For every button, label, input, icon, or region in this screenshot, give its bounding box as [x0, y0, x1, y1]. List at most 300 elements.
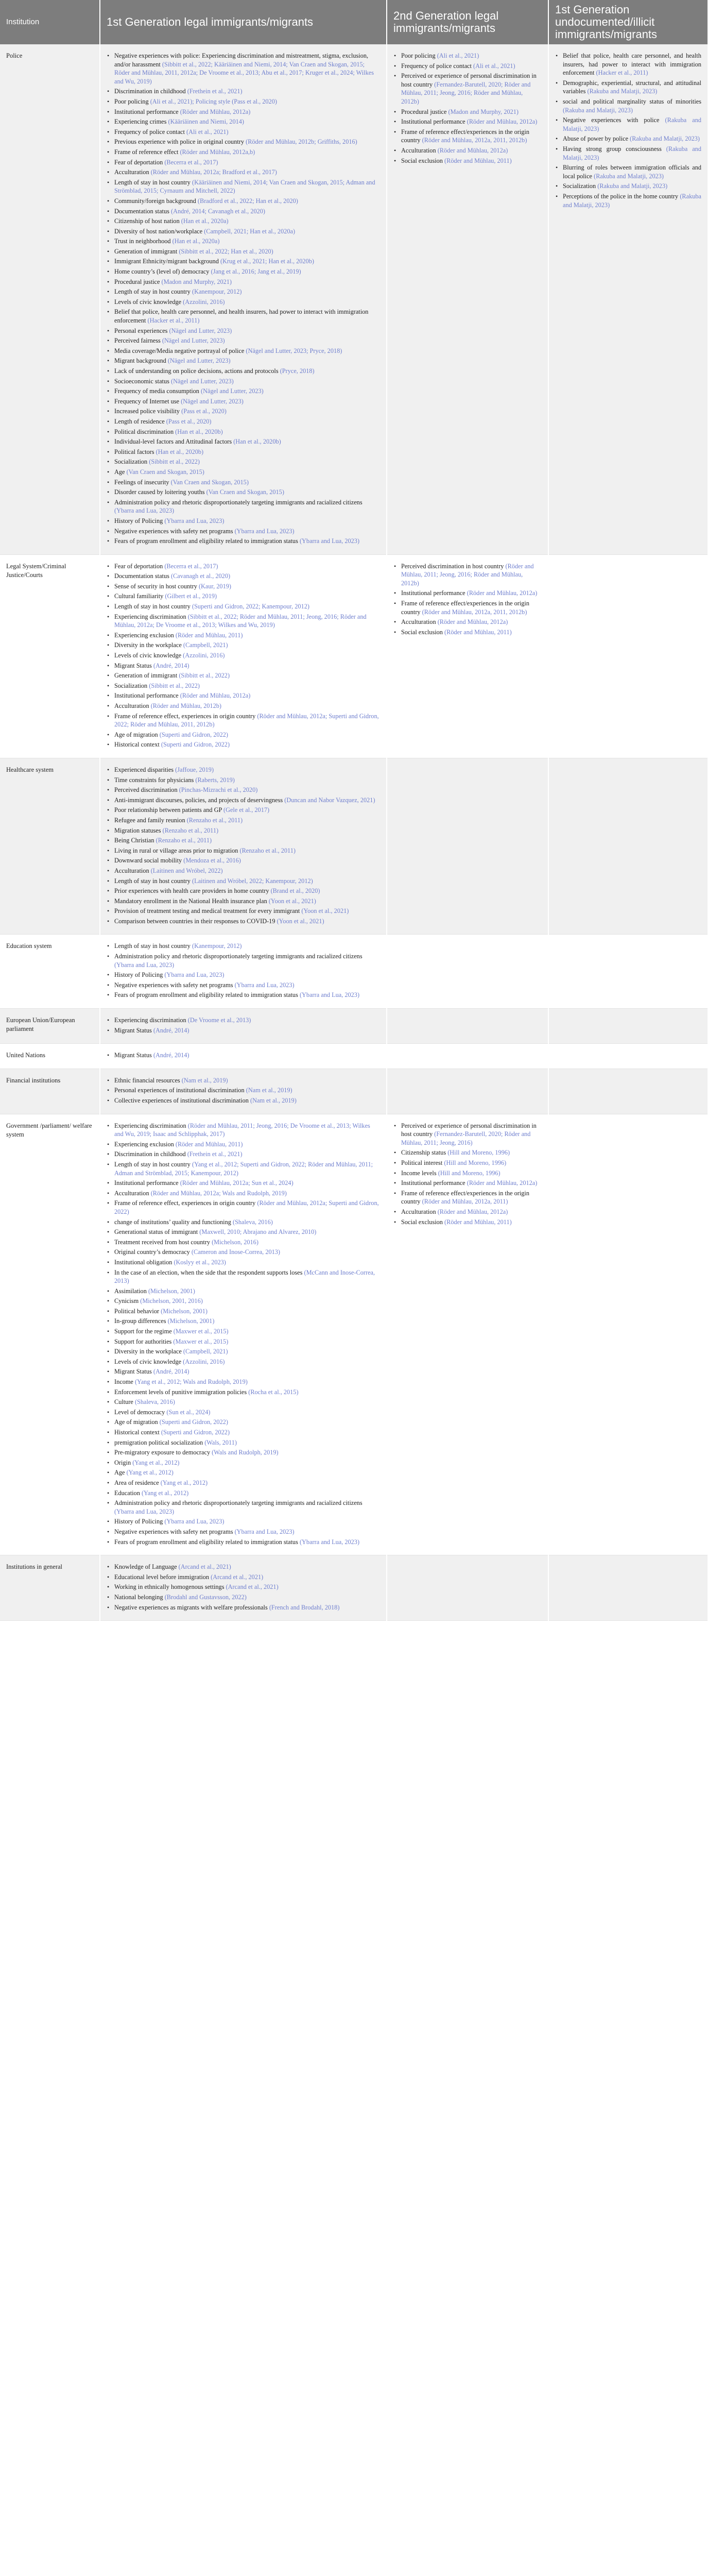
citation-link[interactable]: (Van Craen and Skogan, 2015) — [206, 488, 284, 496]
citation-link[interactable]: (Röder and Mühlau, 2012a) — [467, 1179, 538, 1187]
factor-text: Time constraints for physicians — [114, 776, 196, 784]
factor-item — [555, 116, 701, 133]
factor-item — [107, 1150, 380, 1159]
citation-link[interactable]: (Röder and Mühlau, 2011) — [175, 631, 243, 639]
citation-link[interactable]: (Azzolini, 2016) — [183, 1358, 225, 1365]
citation-link[interactable]: (Fernandez-Barutell, 2020; Röder and Mühlau, 2011; Jeong, 2016) — [401, 1130, 531, 1146]
citation-link[interactable]: (André, 2014) — [153, 662, 189, 669]
bullet-icon: • — [394, 128, 396, 135]
factor-text: Frame of reference effect/experiences in the origin country — [401, 1189, 529, 1206]
citation-link[interactable]: (Rakuba and Malatji, 2023) — [597, 182, 668, 190]
factor-text: Negative experiences with police — [563, 116, 665, 124]
citation-link[interactable]: (Yang et al., 2012) — [160, 1479, 208, 1486]
first-gen-undoc-cell — [548, 1009, 708, 1044]
citation-link[interactable]: (Kanempour, 2012) — [192, 942, 242, 950]
bullet-icon: • — [107, 603, 110, 611]
citation-link[interactable]: (André, 2014) — [153, 1052, 189, 1059]
bullet-icon: • — [107, 258, 110, 265]
citation-link[interactable]: (Ybarra and Lua, 2023) — [234, 527, 295, 535]
citation-link[interactable]: (Azzolini, 2016) — [183, 652, 225, 659]
citation-link[interactable]: (Ybarra and Lua, 2023) — [164, 971, 225, 979]
citation-link[interactable]: (Röder and Mühlau, 2012a) — [467, 589, 538, 597]
citation-link[interactable]: (Yang et al., 2012) — [126, 1469, 174, 1477]
first-gen-undoc-cell — [548, 935, 708, 1009]
factor-text: Assimilation — [114, 1287, 148, 1295]
factor-text: Perceptions of the police in the home country — [563, 192, 680, 200]
bullet-icon: • — [394, 600, 396, 607]
factor-text: Political discrimination — [114, 428, 176, 435]
factor-text: Cynicism — [114, 1297, 141, 1305]
factor-text: Migrant Status — [114, 662, 153, 669]
factor-text: Discrimination in childhood — [114, 88, 187, 95]
citation-link[interactable]: (Yang et al., 2012; Superti and Gidron, 2022; Röder and Mühlau, 2011; Adman and Strömblad, 2015; Kanempour, 2012) — [114, 1160, 373, 1177]
factor-item — [393, 52, 542, 60]
bullet-icon: • — [107, 1518, 110, 1526]
citation-link[interactable]: (French and Brodahl, 2018) — [269, 1603, 340, 1611]
citation-link[interactable]: (Röder and Mühlau, 2012a; Wals and Rudolph, 2019) — [150, 1189, 287, 1197]
citation-link[interactable]: (Han et al., 2020b) — [233, 438, 281, 446]
citation-link[interactable]: (Nam et al., 2019) — [246, 1087, 292, 1094]
factor-item — [555, 182, 701, 191]
citation-link[interactable]: (Ybarra and Lua, 2023) — [234, 1528, 295, 1535]
factor-list — [107, 52, 380, 546]
factor-item — [107, 1327, 380, 1336]
factor-text: Acculturation — [114, 867, 151, 874]
citation-link[interactable]: (Michelson, 2016) — [212, 1238, 258, 1246]
citation-link[interactable]: (Ali et al., 2021) — [437, 52, 479, 59]
factor-text: Educational level before immigration — [114, 1573, 211, 1581]
citation-link[interactable]: (Röder and Mühlau, 2011) — [444, 628, 512, 636]
citation-link[interactable]: (Han et al., 2020a) — [172, 238, 220, 245]
citation-link[interactable]: (Cavanagh et al., 2020) — [170, 572, 231, 580]
citation-link[interactable]: (Gilbert et al., 2019) — [165, 592, 217, 600]
citation-link[interactable]: (Jang et al., 2016; Jang et al., 2019) — [211, 268, 301, 276]
factor-text: Support for the regime — [114, 1328, 174, 1335]
factor-item — [107, 1248, 380, 1257]
bullet-icon: • — [107, 766, 110, 773]
bullet-icon: • — [394, 118, 396, 126]
citation-link[interactable]: (De Vroome et al., 2013) — [187, 1016, 251, 1024]
citation-link[interactable]: (Pass et al., 2020) — [181, 408, 227, 415]
citation-link[interactable]: (Röder and Mühlau, 2011) — [175, 1140, 243, 1148]
citation-link[interactable]: (Shaleva, 2016) — [134, 1398, 175, 1406]
citation-link[interactable]: (Renzaho et al., 2011) — [239, 846, 296, 854]
factor-item — [107, 168, 380, 177]
citation-link[interactable]: (Ybarra and Lua, 2023) — [114, 507, 175, 515]
bullet-icon: • — [107, 692, 110, 700]
citation-link[interactable]: (Arcand et al., 2021) — [178, 1563, 231, 1571]
citation-link[interactable]: (Rakuba and Malatji, 2023) — [563, 145, 701, 161]
bullet-icon: • — [107, 207, 110, 215]
citation-link[interactable]: (Madon and Murphy, 2021) — [161, 278, 232, 285]
bullet-icon: • — [107, 897, 110, 905]
bullet-icon: • — [107, 377, 110, 385]
factor-item — [107, 662, 380, 670]
factor-text: Social exclusion — [401, 628, 445, 636]
bullet-icon: • — [556, 192, 558, 200]
bullet-icon: • — [107, 1449, 110, 1456]
citation-link[interactable]: (McCann and Inose-Correa, 2013) — [114, 1268, 375, 1285]
factor-list — [107, 766, 380, 926]
citation-link[interactable]: (Ybarra and Lua, 2023) — [114, 961, 175, 969]
factor-item — [107, 247, 380, 256]
second-gen-legal-cell — [387, 1114, 548, 1555]
citation-link[interactable]: (Pass et al., 2020) — [166, 417, 212, 425]
bullet-icon: • — [394, 1189, 396, 1197]
citation-link[interactable]: (Röder and Mühlau, 2012a, 2011) — [422, 1198, 508, 1206]
bullet-icon: • — [107, 672, 110, 680]
citation-link[interactable]: (Superti and Gidron, 2022) — [159, 1418, 228, 1426]
bullet-icon: • — [107, 837, 110, 844]
citation-link[interactable]: (Becerra et al., 2017) — [164, 158, 218, 166]
citation-link[interactable]: (Michelson, 2001, 2016) — [140, 1297, 203, 1305]
citation-link[interactable]: (Ali et al., 2021); Policing style (Pass et al., 2020) — [150, 97, 277, 105]
citation-link[interactable]: (Kanempour, 2012) — [192, 288, 242, 296]
bullet-icon: • — [107, 1097, 110, 1104]
factor-text: Migration statuses — [114, 826, 163, 834]
citation-link[interactable]: (Nägel and Lutter, 2023) — [201, 387, 264, 395]
citation-link[interactable]: (Shaleva, 2016) — [232, 1218, 273, 1226]
bullet-icon: • — [107, 917, 110, 925]
citation-link[interactable]: (Röder and Mühlau, 2012a; Sun et al., 2024) — [180, 1179, 293, 1187]
citation-link[interactable]: (André, 2014) — [153, 1026, 189, 1034]
factor-text: Fear of deportation — [114, 562, 165, 570]
first-gen-undoc-cell — [548, 44, 708, 554]
citation-link[interactable]: (Superti and Gidron, 2022; Kanempour, 2012) — [192, 603, 309, 611]
factor-list — [107, 1051, 380, 1060]
citation-link[interactable]: (Bradford et al., 2022; Han et al., 2020) — [197, 197, 298, 205]
citation-link[interactable]: (Rocha et al., 2015) — [248, 1388, 299, 1396]
citation-link[interactable]: (Yoon et al., 2021) — [277, 917, 324, 925]
bullet-icon: • — [107, 806, 110, 814]
factor-text: Institutional performance — [114, 108, 180, 115]
factor-text: Length of stay in host country — [114, 1160, 192, 1168]
citation-link[interactable]: (Azzolini, 2016) — [183, 298, 225, 306]
citation-link[interactable]: (Brodahl and Gustavsson, 2022) — [164, 1593, 247, 1601]
factor-item — [107, 407, 380, 416]
citation-link[interactable]: (Röder and Mühlau, 2012a) — [437, 146, 508, 154]
factor-item — [107, 1358, 380, 1366]
citation-link[interactable]: (Brand et al., 2020) — [270, 887, 320, 895]
bullet-icon: • — [107, 408, 110, 415]
citation-link[interactable]: (Superti and Gidron, 2022) — [161, 741, 230, 749]
citation-link[interactable]: (Sun et al., 2024) — [166, 1408, 211, 1416]
factor-text: Acculturation — [114, 1189, 151, 1197]
citation-link[interactable]: (Campbell, 2021; Han et al., 2020a) — [204, 227, 296, 235]
factor-item — [107, 377, 380, 386]
factor-item — [107, 278, 380, 286]
citation-link[interactable]: (Arcand et al., 2021) — [226, 1583, 279, 1591]
bullet-icon: • — [107, 1297, 110, 1305]
citation-link[interactable]: (Rakuba and Malatji, 2023) — [563, 116, 701, 132]
factor-text: Length of stay in host country — [114, 288, 192, 296]
citation-link[interactable]: (Röder and Mühlau, 2012a) — [467, 118, 538, 126]
table-row — [0, 1044, 708, 1069]
citation-link[interactable]: (Gele et al., 2017) — [223, 806, 270, 814]
factor-text: Diversity in the workplace — [114, 641, 183, 649]
bullet-icon: • — [107, 1307, 110, 1315]
factor-item — [107, 217, 380, 226]
citation-link[interactable]: (Nam et al., 2019) — [181, 1076, 228, 1084]
citation-link[interactable]: (Wals and Rudolph, 2019) — [212, 1449, 279, 1456]
citation-link[interactable]: (Renzaho et al., 2011) — [156, 837, 212, 844]
citation-link[interactable]: (Michelson, 2001) — [167, 1317, 215, 1325]
bullet-icon: • — [107, 826, 110, 834]
citation-link[interactable]: (Ali et al., 2021) — [473, 62, 515, 70]
citation-link[interactable]: (Röder and Mühlau, 2011) — [444, 157, 512, 164]
bullet-icon: • — [107, 108, 110, 115]
citation-link[interactable]: (Mendoza et al., 2016) — [183, 857, 241, 865]
factor-text: Experiencing crimes — [114, 118, 168, 126]
citation-link[interactable]: (Nägel and Lutter, 2023) — [167, 357, 231, 365]
factor-item — [107, 298, 380, 307]
bullet-icon: • — [107, 1583, 110, 1591]
citation-link[interactable]: (Laitinen and Wróbel, 2022; Kanempour, 2012) — [192, 877, 313, 885]
factor-item — [393, 1189, 542, 1206]
factor-item — [393, 117, 542, 126]
factor-text: Frequency of media consumption — [114, 387, 201, 395]
citation-link[interactable]: (Wals, 2011) — [204, 1438, 237, 1446]
citation-link[interactable]: (Kääriäinen and Niemi, 2014; Van Craen and Skogan, 2015; Adman and Strömblad, 2015; Cyrnaum and Mitchell, 2022) — [114, 178, 375, 195]
factor-text: Mandatory enrollment in the National Health insurance plan — [114, 897, 269, 905]
citation-link[interactable]: (Becerra et al., 2017) — [164, 562, 218, 570]
factor-text: Citizenship status — [401, 1149, 448, 1157]
factor-item — [393, 628, 542, 637]
citation-link[interactable]: (Campbell, 2021) — [183, 1348, 228, 1355]
factor-item — [107, 572, 380, 581]
citation-link[interactable]: (Röder and Mühlau, 2012a; Bradford et al., 2017) — [150, 168, 277, 176]
citation-link[interactable]: (Han et al., 2020b) — [175, 428, 223, 435]
citation-link[interactable]: (Röder and Mühlau, 2012a; Superti and Gidron, 2022) — [114, 1199, 379, 1215]
citation-link[interactable]: (Rakuba and Malatji, 2023) — [630, 135, 700, 143]
citation-link[interactable]: (Koslyy et al., 2023) — [174, 1258, 226, 1266]
citation-link[interactable]: (André, 2014; Cavanagh et al., 2020) — [170, 207, 266, 215]
factor-item — [107, 942, 380, 951]
citation-link[interactable]: (Röder and Mühlau, 2012a) — [437, 1208, 508, 1215]
citation-link[interactable]: (Röder and Mühlau, 2012a) — [180, 108, 251, 115]
factor-item — [107, 1593, 380, 1602]
factor-item — [555, 163, 701, 180]
citation-link[interactable]: (Superti and Gidron, 2022) — [161, 1429, 230, 1436]
citation-link[interactable]: (Renzaho et al., 2011) — [162, 826, 219, 834]
citation-link[interactable]: (Superti and Gidron, 2022) — [159, 731, 228, 738]
factor-text: Poor relationship between patients and GP — [114, 806, 223, 814]
citation-link[interactable]: (Röder and Mühlau, 2012b; Griffiths, 2016) — [246, 138, 357, 146]
factor-item — [107, 1388, 380, 1397]
citation-link[interactable]: (Han et al., 2020a) — [181, 217, 229, 225]
citation-link[interactable]: (Röder and Mühlau, 2012a) — [180, 692, 251, 700]
citation-link[interactable]: (Sibbitt et al., 2022; Han et al., 2020) — [179, 247, 273, 255]
factor-text: Documentation status — [114, 207, 171, 215]
factor-text: Generation of immigrant — [114, 672, 179, 680]
citation-link[interactable]: (Jaffoue, 2019) — [175, 766, 214, 773]
factor-item — [555, 52, 701, 77]
factor-item — [107, 1258, 380, 1267]
bullet-icon: • — [107, 458, 110, 466]
factor-item — [393, 62, 542, 71]
citation-link[interactable]: (Röder and Mühlau, 2011) — [444, 1218, 512, 1226]
factor-item — [107, 367, 380, 376]
citation-link[interactable]: (Michelson, 2001) — [148, 1287, 195, 1295]
citation-link[interactable]: (Sibbitt et al., 2022) — [179, 672, 230, 680]
citation-link[interactable]: (Cameron and Inose-Correa, 2013) — [191, 1248, 281, 1256]
citation-link[interactable]: (Nägel and Lutter, 2023) — [170, 377, 234, 385]
citation-link[interactable]: (Yoon et al., 2021) — [268, 897, 316, 905]
citation-link[interactable]: (Krug et al., 2021; Han et al., 2020b) — [220, 258, 314, 265]
factor-item — [107, 488, 380, 497]
citation-link[interactable]: (Sibbitt et al., 2022) — [149, 458, 200, 466]
factor-item — [107, 437, 380, 446]
factor-text: Culture — [114, 1398, 135, 1406]
citation-link[interactable]: (André, 2014) — [153, 1368, 189, 1376]
bullet-icon: • — [107, 796, 110, 804]
factor-text: Abuse of power by police — [563, 135, 630, 143]
factor-text: Procedural justice — [114, 278, 162, 285]
factor-text: Socioeconomic status — [114, 377, 171, 385]
factor-item — [393, 72, 542, 106]
citation-link[interactable]: (Nägel and Lutter, 2023; Pryce, 2018) — [246, 347, 342, 354]
citation-link[interactable]: (Hacker et al., 2011) — [596, 69, 648, 77]
factor-text: Frequency of police contact — [401, 62, 473, 70]
bullet-icon: • — [556, 52, 558, 59]
factor-item — [107, 671, 380, 680]
citation-link[interactable]: (Sibbitt et al., 2022; Kääriäinen and Niemi, 2014; Van Craen and Skogan, 2015; Röder and Mühlau, 2011, 2012a; De Vroome et al., 2013; Abu et al., 2017; Kruger et al., 2024; Wilkes and Wu, 2019) — [114, 60, 374, 85]
bullet-icon: • — [107, 1287, 110, 1295]
citation-link[interactable]: (Röder and Mühlau, 2011; Jeong, 2016; De Vroome et al., 2013; Wilkes and Wu, 2019; Isaac and Schlipphak, 2017) — [114, 1122, 370, 1138]
citation-link[interactable]: (Rakuba and Malatji, 2023) — [563, 192, 701, 209]
factor-text: Demographic, experiential, structural, and attitudinal variables — [563, 79, 701, 95]
citation-link[interactable]: (Renzaho et al., 2011) — [186, 816, 243, 824]
citation-link[interactable]: (Ybarra and Lua, 2023) — [299, 991, 360, 999]
citation-link[interactable]: (Pryce, 2018) — [280, 367, 315, 375]
factor-list — [107, 1016, 380, 1035]
citation-link[interactable]: (Röder and Mühlau, 2011; Jeong, 2016; Röder and Mühlau, 2012b) — [401, 562, 534, 587]
citation-link[interactable]: (Yang et al., 2012; Wals and Rudolph, 2019) — [134, 1378, 248, 1386]
factor-item — [393, 1208, 542, 1216]
citation-link[interactable]: (Rakuba and Malatji, 2023) — [594, 172, 664, 180]
citation-link[interactable]: (Hill and Moreno, 1996) — [444, 1159, 507, 1166]
citation-link[interactable]: (Han et al., 2020b) — [156, 448, 204, 455]
citation-link[interactable]: (Röder and Mühlau, 2012a, 2011, 2012b) — [422, 137, 527, 144]
citation-link[interactable]: (Yang et al., 2012) — [132, 1459, 180, 1466]
citation-link[interactable]: (Sibbitt et al., 2022; Röder and Mühlau, 2011; Jeong, 2016; Röder and Mühlau, 2012a; De Vroome et al., 2013; Wilkes and Wu, 2019) — [114, 613, 367, 629]
factor-list — [107, 562, 380, 749]
citation-link[interactable]: (Rakuba and Malatji, 2023) — [587, 88, 658, 95]
citation-link[interactable]: (Ybarra and Lua, 2023) — [164, 517, 225, 524]
citation-link[interactable]: (Röder and Mühlau, 2012a; Superti and Gidron, 2022; Röder and Mühlau, 2011, 2012b) — [114, 712, 379, 728]
bullet-icon: • — [556, 135, 558, 143]
citation-link[interactable]: (Kääriäinen and Niemi, 2014) — [168, 118, 244, 126]
citation-link[interactable]: (Röder and Mühlau, 2012a) — [437, 618, 508, 626]
factor-item — [107, 1140, 380, 1149]
citation-link[interactable]: (Van Craen and Skogan, 2015) — [170, 478, 249, 486]
factor-item — [107, 1026, 380, 1035]
first-gen-undoc-cell — [548, 1069, 708, 1114]
citation-link[interactable]: (Ybarra and Lua, 2023) — [299, 1538, 360, 1546]
citation-link[interactable]: (Campbell, 2021) — [183, 641, 228, 649]
citation-link[interactable]: (Ali et al., 2021) — [186, 128, 229, 135]
citation-link[interactable]: (Rakuba and Malatji, 2023) — [563, 106, 633, 114]
bullet-icon: • — [107, 347, 110, 354]
citation-link[interactable]: (Laitinen and Wróbel, 2022) — [150, 867, 223, 874]
citation-link[interactable]: (Hill and Moreno, 1996) — [438, 1169, 500, 1177]
citation-link[interactable]: (Kaur, 2019) — [198, 582, 231, 590]
citation-link[interactable]: (Röder and Mühlau, 2012a,b) — [180, 148, 255, 156]
header-institution: Institution — [0, 0, 100, 44]
citation-link[interactable]: (Röder and Mühlau, 2012b) — [150, 702, 221, 709]
bullet-icon: • — [107, 1573, 110, 1581]
factor-item — [107, 1573, 380, 1582]
citation-link[interactable]: (Frethein et al., 2021) — [187, 88, 243, 95]
factor-text: Negative experiences with police: Experiencing discrimination and mistreatment, stigma, exclusion, and/or harassment — [114, 52, 369, 68]
citation-link[interactable]: (Ybarra and Lua, 2023) — [234, 981, 295, 989]
first-gen-legal-cell — [100, 1555, 387, 1621]
bullet-icon: • — [107, 158, 110, 166]
citation-link[interactable]: (Michelson, 2001) — [161, 1307, 208, 1315]
bullet-icon: • — [107, 953, 110, 960]
factor-item — [393, 1218, 542, 1227]
citation-link[interactable]: (Nägel and Lutter, 2023) — [169, 327, 232, 334]
factor-item — [107, 1583, 380, 1591]
bullet-icon: • — [107, 1160, 110, 1168]
citation-link[interactable]: (Sibbitt et al., 2022) — [149, 682, 200, 689]
citation-link[interactable]: (Duncan and Nabor Vazquez, 2021) — [284, 796, 375, 804]
bullet-icon: • — [556, 145, 558, 152]
factor-text: Levels of civic knowledge — [114, 298, 183, 306]
factor-item — [107, 887, 380, 895]
factor-text: Length of stay in host country — [114, 178, 192, 186]
bullet-icon: • — [107, 1218, 110, 1226]
citation-link[interactable]: (Ybarra and Lua, 2023) — [114, 1507, 175, 1515]
citation-link[interactable]: (Maxwer et al., 2015) — [173, 1328, 229, 1335]
factor-text: Experiencing discrimination — [114, 1016, 188, 1024]
citation-link[interactable]: (Yoon et al., 2021) — [301, 907, 349, 915]
citation-link[interactable]: (Nägel and Lutter, 2023) — [162, 337, 225, 345]
factor-item — [107, 1199, 380, 1216]
factor-text: Age of migration — [114, 731, 160, 738]
factor-item — [107, 1398, 380, 1406]
citation-link[interactable]: (Van Craen and Skogan, 2015) — [126, 468, 204, 476]
citation-link[interactable]: (Maxwer et al., 2015) — [173, 1337, 229, 1345]
citation-link[interactable]: (Nägel and Lutter, 2023) — [181, 397, 244, 405]
citation-link[interactable]: (Arcand et al., 2021) — [211, 1573, 264, 1581]
factor-text: Political interest — [401, 1159, 444, 1166]
citation-link[interactable]: (Yang et al., 2012) — [141, 1489, 189, 1497]
citation-link[interactable]: (Madon and Murphy, 2021) — [448, 108, 519, 115]
table-row — [0, 1555, 708, 1621]
citation-link[interactable]: (Frethein et al., 2021) — [187, 1150, 243, 1158]
bullet-icon: • — [107, 278, 110, 285]
bullet-icon: • — [107, 971, 110, 979]
citation-link[interactable]: (Maxwell, 2010; Abrajano and Alvarez, 2010) — [199, 1228, 317, 1236]
factor-item — [107, 428, 380, 436]
citation-link[interactable]: (Hill and Moreno, 1996) — [447, 1149, 510, 1157]
factor-item — [107, 1499, 380, 1516]
factor-text: In-group differences — [114, 1317, 168, 1325]
citation-link[interactable]: (Ybarra and Lua, 2023) — [299, 537, 360, 545]
citation-link[interactable]: (Nam et al., 2019) — [250, 1097, 297, 1104]
factor-list — [555, 52, 701, 209]
citation-link[interactable]: (Ybarra and Lua, 2023) — [164, 1518, 225, 1526]
factor-text: Generation of immigrant — [114, 247, 179, 255]
citation-link[interactable]: (Hacker et al., 2011) — [147, 317, 200, 325]
citation-link[interactable]: (Pinchas-Mizrachi et al., 2020) — [179, 786, 258, 794]
factor-text: Support for authorities — [114, 1337, 174, 1345]
citation-link[interactable]: (Röder and Mühlau, 2012a, 2011, 2012b) — [422, 608, 527, 616]
citation-link[interactable]: (Fernandez-Barutell, 2020; Röder and Mühlau, 2011; Jeong, 2016; Röder and Mühlau, 2012b) — [401, 80, 531, 105]
citation-link[interactable]: (Raberts, 2019) — [195, 776, 235, 784]
factor-text: Collective experiences of institutional discrimination — [114, 1097, 250, 1104]
